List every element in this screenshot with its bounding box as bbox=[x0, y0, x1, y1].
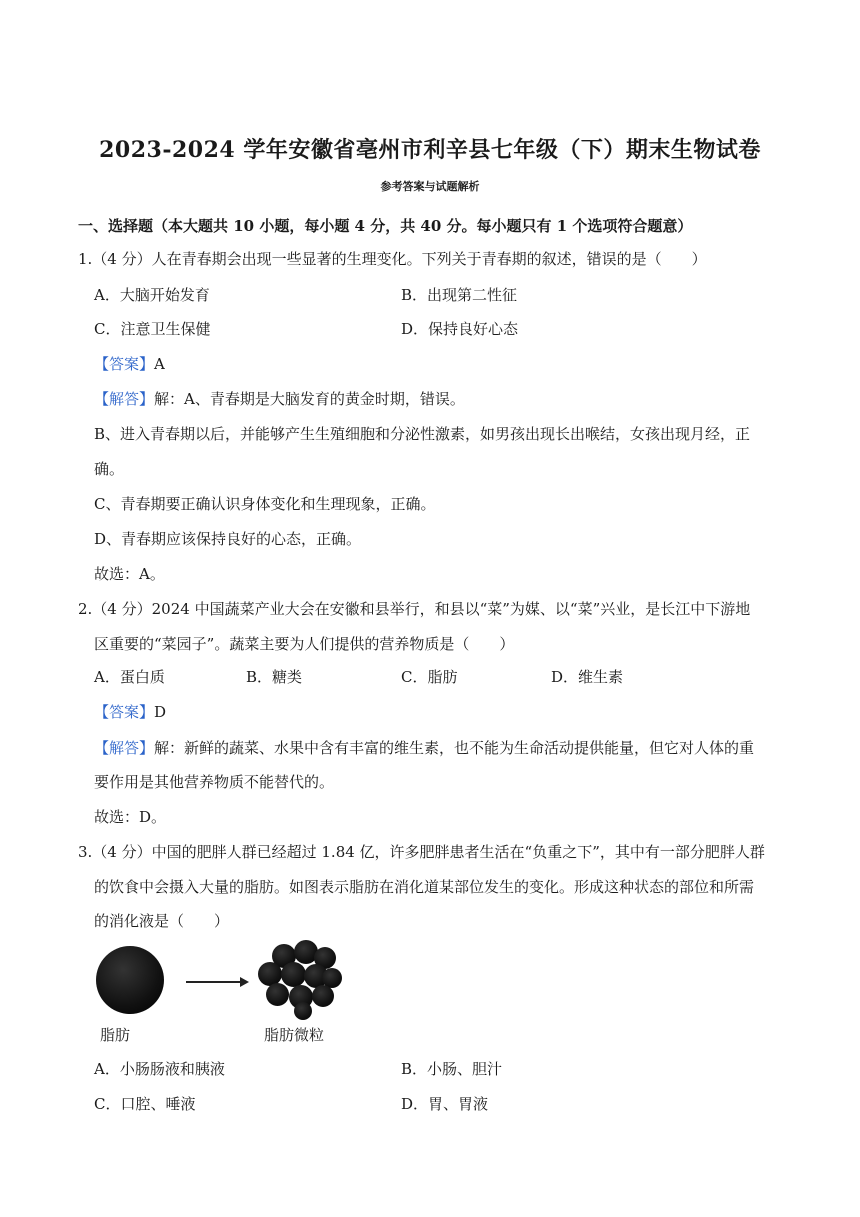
q1-analysis-line-1 bbox=[94, 388, 465, 409]
q1-option-a: A．大脑开始发育 bbox=[94, 286, 210, 304]
q3-stem-line-1: 3.（4 分）中国的肥胖人群已经超过 1.84 亿，许多肥胖患者生活在“负重之下”，其中有一部分肥胖人群 bbox=[78, 843, 765, 861]
arrow-line bbox=[186, 981, 244, 983]
arrow-right-icon bbox=[240, 977, 249, 987]
q2-option-a: A．蛋白质 bbox=[94, 668, 165, 686]
answer-tag: 【答案】 bbox=[94, 703, 155, 721]
q1-stem: 1.（4 分）人在青春期会出现一些显著的生理变化。下列关于青春期的叙述，错误的是（ ） bbox=[78, 250, 707, 268]
answer-value: A bbox=[154, 355, 165, 373]
q1-analysis-line-2: B、进入青春期以后，并能够产生生殖细胞和分泌性激素，如男孩出现长出喉结，女孩出现月经，正 bbox=[94, 425, 751, 443]
analysis-tag: 【解答】 bbox=[94, 739, 155, 757]
q1-analysis-line-5: D、青春期应该保持良好的心态，正确。 bbox=[94, 530, 362, 548]
q2-stem-line-2: 区重要的“菜园子”。蔬菜主要为人们提供的营养物质是（ ） bbox=[94, 635, 515, 653]
q3-option-c: C．口腔、唾液 bbox=[94, 1095, 196, 1113]
q1-analysis-line-4: C、青春期要正确认识身体变化和生理现象，正确。 bbox=[94, 495, 436, 513]
analysis-tag: 【解答】 bbox=[94, 390, 155, 408]
q3-stem-line-3: 的消化液是（ ） bbox=[94, 912, 230, 930]
fat-label: 脂肪 bbox=[100, 1026, 131, 1044]
q2-analysis-line-1 bbox=[94, 737, 754, 758]
q1-conclusion: 故选：A。 bbox=[94, 565, 165, 583]
q2-answer bbox=[94, 701, 166, 722]
answer-tag: 【答案】 bbox=[94, 355, 155, 373]
section-heading: 一、选择题（本大题共 10 小题，每小题 4 分，共 40 分。每小题只有 1 个选项符合题意） bbox=[78, 217, 693, 235]
fat-droplet-image bbox=[96, 946, 164, 1014]
document-title: 2023-2024 学年安徽省亳州市利辛县七年级（下）期末生物试卷 bbox=[99, 137, 761, 163]
document-subtitle: 参考答案与试题解析 bbox=[380, 180, 480, 193]
q1-option-c: C．注意卫生保健 bbox=[94, 320, 211, 338]
q2-stem-line-1: 2.（4 分）2024 中国蔬菜产业大会在安徽和县举行，和县以“菜”为媒、以“菜”兴业，是长江中下游地 bbox=[78, 600, 751, 618]
q1-option-d: D．保持良好心态 bbox=[401, 320, 519, 338]
q1-option-b: B．出现第二性征 bbox=[401, 286, 518, 304]
q2-option-b: B．糖类 bbox=[246, 668, 303, 686]
answer-value: D bbox=[154, 703, 167, 721]
analysis-text: 解：A、青春期是大脑发育的黄金时期，错误。 bbox=[154, 390, 465, 408]
fat-particles-label: 脂肪微粒 bbox=[264, 1026, 325, 1044]
q2-conclusion: 故选：D。 bbox=[94, 808, 167, 826]
q1-answer bbox=[94, 353, 165, 374]
q2-analysis-line-2: 要作用是其他营养物质不能替代的。 bbox=[94, 773, 335, 791]
q2-option-c: C．脂肪 bbox=[401, 668, 458, 686]
analysis-text: 解：新鲜的蔬菜、水果中含有丰富的维生素，也不能为生命活动提供能量，但它对人体的重 bbox=[154, 739, 755, 757]
q1-analysis-line-3: 确。 bbox=[94, 460, 125, 478]
q2-option-d: D．维生素 bbox=[551, 668, 624, 686]
q3-option-a: A．小肠肠液和胰液 bbox=[94, 1060, 225, 1078]
q3-option-d: D．胃、胃液 bbox=[401, 1095, 489, 1113]
q3-option-b: B．小肠、胆汁 bbox=[401, 1060, 503, 1078]
q3-stem-line-2: 的饮食中会摄入大量的脂肪。如图表示脂肪在消化道某部位发生的变化。形成这种状态的部位和所需 bbox=[94, 878, 755, 896]
